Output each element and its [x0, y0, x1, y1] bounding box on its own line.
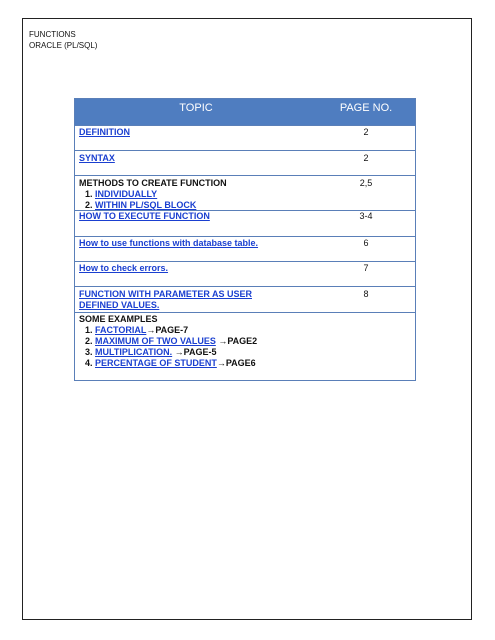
multiplication-page: PAGE-5: [183, 347, 217, 357]
document-header: [29, 29, 97, 51]
parameter-line-1: FUNCTION WITH PARAMETER AS USER: [79, 289, 252, 299]
page-syntax: 2: [363, 153, 369, 163]
toc-row-methods: [75, 175, 415, 210]
toc-row-database-table: [75, 236, 415, 261]
percentage-page: PAGE6: [225, 358, 256, 368]
arrow-icon: →: [218, 336, 228, 346]
link-individually[interactable]: INDIVIDUALLY: [95, 189, 158, 199]
link-definition[interactable]: DEFINITION: [79, 127, 130, 137]
page-definition: 2: [363, 127, 369, 137]
link-maximum-two-values[interactable]: MAXIMUM OF TWO VALUES: [95, 336, 216, 346]
page-database-table: 6: [363, 238, 369, 248]
link-syntax[interactable]: SYNTAX: [79, 153, 115, 163]
page-parameter: 8: [363, 289, 369, 299]
link-database-table[interactable]: How to use functions with database table.: [79, 238, 259, 248]
toc-header-topic: TOPIC: [179, 102, 213, 114]
arrow-icon: →: [146, 325, 156, 335]
toc-row-examples: [75, 312, 415, 380]
examples-list: [79, 325, 313, 369]
toc-header-row: [75, 99, 415, 125]
header-subtitle: ORACLE (PL/SQL): [29, 41, 98, 50]
factorial-page: PAGE-7: [155, 325, 189, 335]
page-check-errors: 7: [363, 263, 369, 273]
link-check-errors[interactable]: How to check errors.: [79, 263, 169, 273]
link-how-to-execute[interactable]: HOW TO EXECUTE FUNCTION: [79, 211, 210, 221]
link-factorial[interactable]: FACTORIAL: [95, 325, 147, 335]
arrow-icon: →: [216, 358, 226, 368]
link-multiplication[interactable]: MULTIPLICATION.: [95, 347, 173, 357]
methods-title: METHODS TO CREATE FUNCTION: [79, 178, 227, 188]
methods-list: [79, 189, 313, 211]
page-execute: 3-4: [359, 211, 373, 221]
toc-row-syntax: [75, 150, 415, 175]
table-of-contents: [74, 98, 416, 381]
arrow-icon: →: [174, 347, 184, 357]
link-function-with-parameter[interactable]: [79, 289, 252, 310]
toc-row-check-errors: [75, 261, 415, 286]
link-percentage-of-student[interactable]: PERCENTAGE OF STUDENT: [95, 358, 217, 368]
link-within-plsql-block[interactable]: WITHIN PL/SQL BLOCK: [95, 200, 197, 210]
toc-header-page: PAGE NO.: [339, 102, 393, 114]
document-page: [22, 18, 472, 620]
toc-row-definition: [75, 125, 415, 150]
page-methods: 2,5: [359, 178, 373, 188]
toc-row-parameter: [75, 286, 415, 312]
header-title: FUNCTIONS: [29, 30, 76, 39]
parameter-line-2: DEFINED VALUES.: [79, 300, 160, 310]
toc-row-execute: [75, 210, 415, 236]
maximum-page: PAGE2: [227, 336, 258, 346]
examples-title: SOME EXAMPLES: [79, 314, 158, 324]
